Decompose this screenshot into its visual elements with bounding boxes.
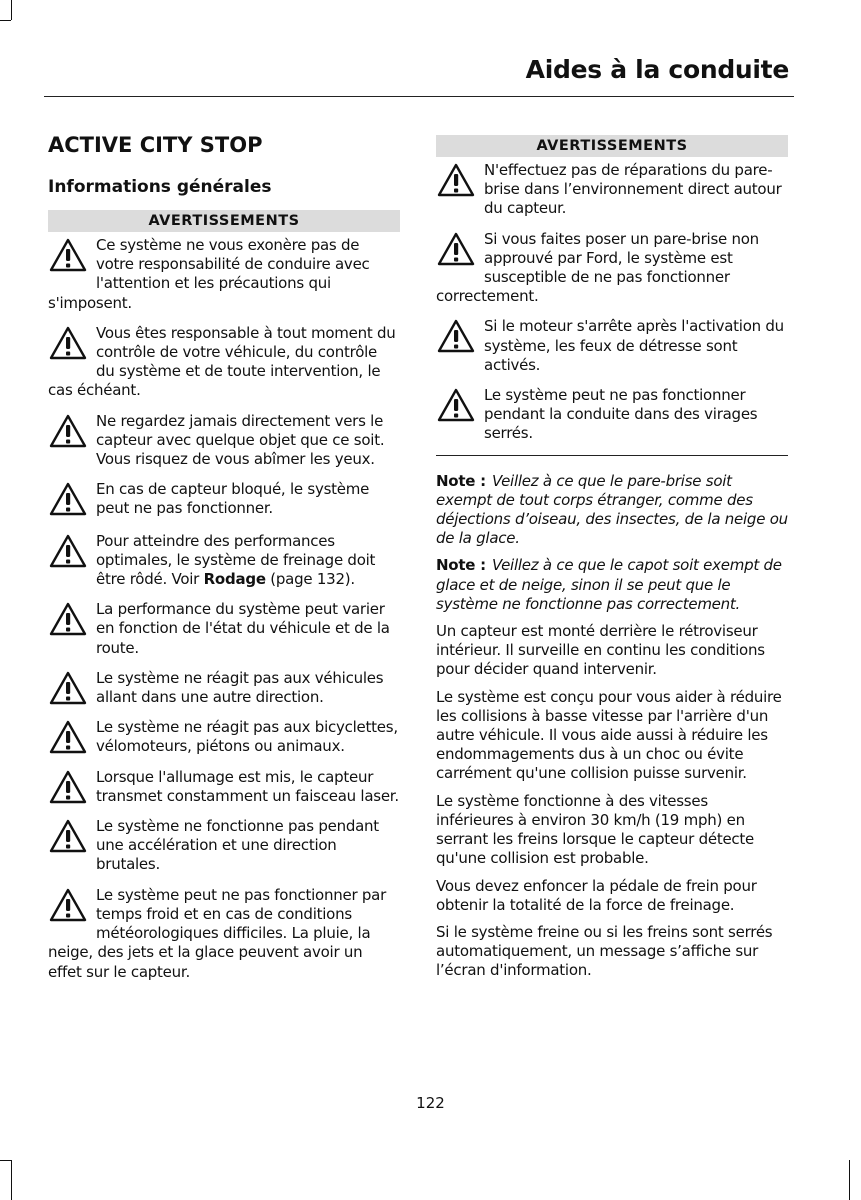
warning-triangle-icon [48,769,92,807]
warning-triangle-icon [48,533,92,571]
warning-item: Le système ne fonctionne pas pendant une accélération et une direction brutales. [48,817,400,875]
body-paragraph: Vous devez enfoncer la pédale de frein pour obtenir la totalité de la force de freinage. [436,876,757,914]
page-title: Aides à la conduite [525,55,789,84]
crop-mark-top-left-h [0,20,11,21]
warning-item: Le système ne réagit pas aux véhicules allant dans une autre direction. [48,669,400,707]
warning-triangle-icon [48,818,92,856]
left-column [48,130,400,993]
page-number: 122 [416,1094,445,1112]
crop-mark-bottom-left [11,1160,12,1200]
warning-triangle-icon [436,162,480,200]
warning-item-rodage: Pour atteindre des performances optimales, le système de freinage doit être rôdé. Voir Rodage (page 132). [48,532,400,590]
body-paragraph: Le système fonctionne à des vitesses inférieures à environ 30 km/h (19 mph) en serrant les freins lorsque le capteur détecte qu'une collision est probable. [436,791,755,868]
note-label: Note : [436,556,486,575]
warning-triangle-icon [436,387,480,425]
warning-item: En cas de capteur bloqué, le système peut ne pas fonctionner. [48,480,400,518]
crop-mark-bottom-right [849,1160,850,1200]
body-paragraph: Le système est conçu pour vous aider à réduire les collisions à basse vitesse par l'arrière d'un autre véhicule. Il vous aide aussi à réduire les endommagements dus à un choc ou évite carrément qu'une collision puisse survenir. [436,687,782,783]
warning-triangle-icon [48,481,92,519]
crop-mark-bottom-left-h [0,1160,11,1161]
warning-item: Le système ne réagit pas aux bicyclettes, vélomoteurs, piétons ou animaux. [48,718,400,756]
warning-item: Si le moteur s'arrête après l'activation du système, les feux de détresse sont activés. [436,317,788,375]
warning-triangle-icon [436,318,480,356]
warning-item: La performance du système peut varier en fonction de l'état du véhicule et de la route. [48,600,400,658]
header-rule [44,96,794,97]
note-windshield: Note : Veillez à ce que le pare-brise soit exempt de tout corps étranger, comme des déjections d’oiseau, des insectes, de la neige ou de la glace. [436,471,788,548]
warning-triangle-icon [48,237,92,275]
sub-title: Informations générales [48,177,272,197]
crop-mark-top-left [11,0,12,20]
warning-item: N'effectuez pas de réparations du pare-brise dans l’environnement direct autour du capteur. [436,161,788,219]
warnings-heading: AVERTISSEMENTS [436,135,788,157]
body-paragraph: Un capteur est monté derrière le rétroviseur intérieur. Il surveille en continu les conditions pour décider quand intervenir. [436,622,765,679]
note-label: Note : [436,471,486,490]
warning-item: Si vous faites poser un pare-brise non approuvé par Ford, le système est susceptible de ne pas fonctionner correctement. [436,229,759,306]
body-paragraph: Si le système freine ou si les freins sont serrés automatiquement, un message s’affiche sur l’écran d'information. [436,922,773,980]
warning-triangle-icon [48,601,92,639]
warning-triangle-icon [48,670,92,708]
warning-item: Le système peut ne pas fonctionner pendant la conduite dans des virages serrés. [436,386,788,444]
warning-item: Le système peut ne pas fonctionner par temps froid et en cas de conditions météorologiques difficiles. La pluie, la neige, des jets et la glace peuvent avoir un effet sur le capteur. [48,885,387,981]
right-column [436,135,788,989]
warning-triangle-icon [436,231,480,269]
warning-item: Lorsque l'allumage est mis, le capteur transmet constamment un faisceau laser. [48,768,400,806]
section-title: ACTIVE CITY STOP [48,133,263,157]
warning-triangle-icon [48,325,92,363]
warning-triangle-icon [48,719,92,757]
warnings-end-rule [436,455,788,456]
warning-triangle-icon [48,413,92,451]
warnings-heading: AVERTISSEMENTS [48,210,400,232]
warning-triangle-icon [48,887,92,925]
warning-item: Ce système ne vous exonère pas de votre responsabilité de conduire avec l'attention et les précautions qui s'imposent. [48,236,370,312]
note-hood: Note : Veillez à ce que le capot soit exempt de glace et de neige, sinon il se peut que le système ne fonctionne pas correctement. [436,556,782,613]
warning-item: Vous êtes responsable à tout moment du contrôle de votre véhicule, du contrôle du système et de toute intervention, le cas échéant. [48,323,396,400]
warning-item: Ne regardez jamais directement vers le capteur avec quelque objet que ce soit. Vous risquez de vous abîmer les yeux. [48,412,400,470]
rodage-link[interactable]: Rodage [203,570,266,589]
